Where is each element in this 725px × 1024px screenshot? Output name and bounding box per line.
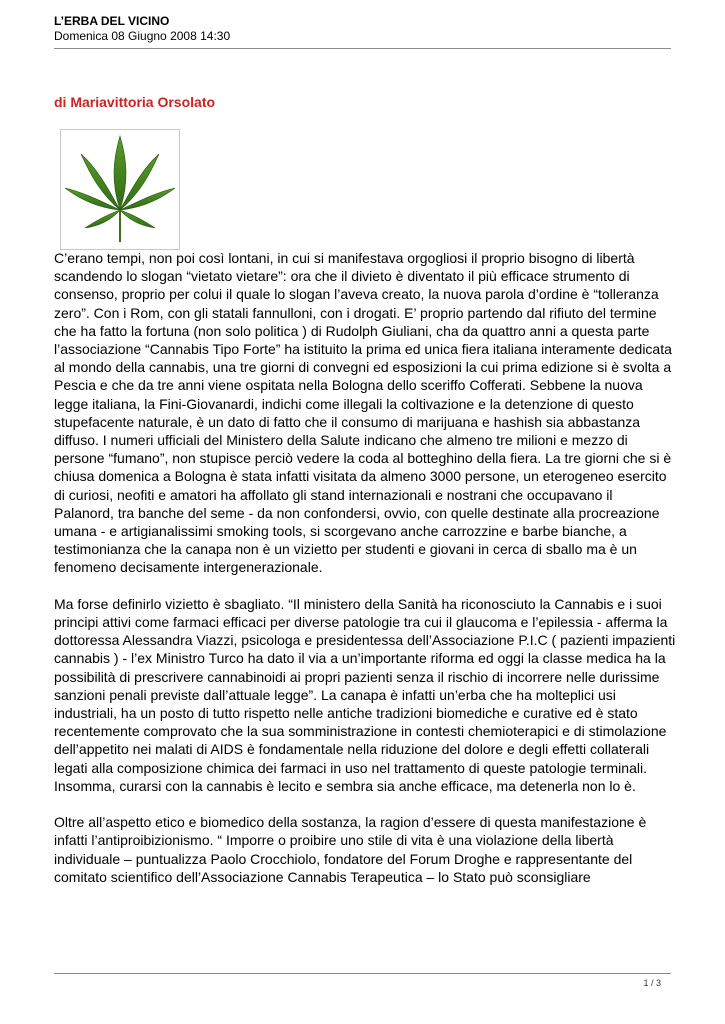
page-header (54, 14, 674, 44)
page-number: 1 / 3 (643, 978, 661, 988)
article-paragraph: Oltre all’aspetto etico e biomedico della sostanza, la ragion d’essere di questa manifestazione è infatti l’antiproibizionismo. “ Imporre o proibire uno stile di vita è una violazione della libertà individuale – puntualizza Paolo Crocchiolo, fondatore del Forum Droghe e rappresentante del comitato scientifico dell’Associazione Cannabis Terapeutica – lo Stato può sconsigliare (54, 814, 647, 885)
article-paragraph: Ma forse definirlo vizietto è sbagliato. “Il ministero della Sanità ha riconosciuto la Cannabis e i suoi principi attivi come farmaci efficaci per diverse patologie tra cui il glaucoma e l’epilessia - afferma la dottoressa Alessandra Viazzi, psicologa e presidentessa dell’Associazione P.I.C ( pazienti impazienti cannabis ) - l’ex Ministro Turco ha dato il via a un’importante riforma ed oggi la classe medica ha la possibilità di prescrivere cannabinoidi ai propri pazienti senza il rischio di incorrere nelle durissime sanzioni penali previste dall’attuale legge”. La canapa è infatti un’erba che ha molteplici usi industriali, ha un posto di tutto rispetto nelle antiche tradizioni biomediche e curative ed è stato recentemente comprovato che la sua somministrazione in contesti chemioterapici e di stimolazione dell’appetito nei malati di AIDS è fondamentale nella riduzione del dolore e degli effetti collaterali legati alla composizione chimica dei farmaci in uso nel trattamento di queste patologie terminali. Insomma, curarsi con la cannabis è lecito e sembra sia anche efficace, ma detenerla non lo è. (54, 595, 676, 794)
article-image (60, 129, 180, 250)
document-date: Domenica 08 Giugno 2008 14:30 (54, 29, 231, 43)
document-title: L’ERBA DEL VICINO (54, 14, 170, 28)
cannabis-leaf-icon (61, 130, 179, 249)
article-paragraph: C’erano tempi, non poi così lontani, in cui si manifestava orgogliosi il proprio bisogno di libertà scandendo lo slogan “vietato vietare”: ora che il divieto è diventato il più efficace strumento di consenso, proprio per colui il quale lo slogan l’aveva creato, la nuova parola d’ordine è “tolleranza zero”. Con i Rom, con gli statali fannulloni, con i drogati. E’ proprio partendo dal rifiuto del termine che ha fatto la fortuna (non solo politica ) di Rudolph Giuliani, cha da quattro anni a questa parte l’associazione “Cannabis Tipo Forte” ha istituito la prima ed unica fiera italiana interamente dedicata al mondo della cannabis, una tre giorni di convegni ed esposizioni la cui prima edizione si è svolta a Pescia e che da tre anni viene ospitata nella Bologna dello sceriffo Cofferati. Sebbene la nuova legge italiana, la Fini-Giovanardi, indichi come illegali la coltivazione e la detenzione di questo stupefacente naturale, è un dato di fatto che il consumo di marijuana e hashish sia abbastanza diffuso. I numeri ufficiali del Ministero della Salute indicano che almeno tre milioni e mezzo di persone “fumano”, non stupisce perciò vedere la coda al botteghino della fiera. La tre giorni che si è chiusa domenica a Bologna è stata infatti visitata da almeno 3000 persone, un eterogeneo esercito di curiosi, neofiti e amatori ha affollato gli stand internazionali e nostrani che occupavano il Palanord, tra banche del seme - da non confondersi, ovvio, con quelle destinate alla procreazione umana - e artigianalissimi smoking tools, si scorgevano anche carrozzine e barbe bianche, a testimonianza che la canapa non è un vizietto per studenti e giovani in cerca di sballo ma è un fenomeno decisamente intergenerazionale. (54, 250, 672, 576)
footer-divider (54, 973, 671, 974)
header-divider (54, 48, 671, 49)
article-author: di Mariavittoria Orsolato (54, 94, 216, 110)
article-body (54, 249, 676, 904)
